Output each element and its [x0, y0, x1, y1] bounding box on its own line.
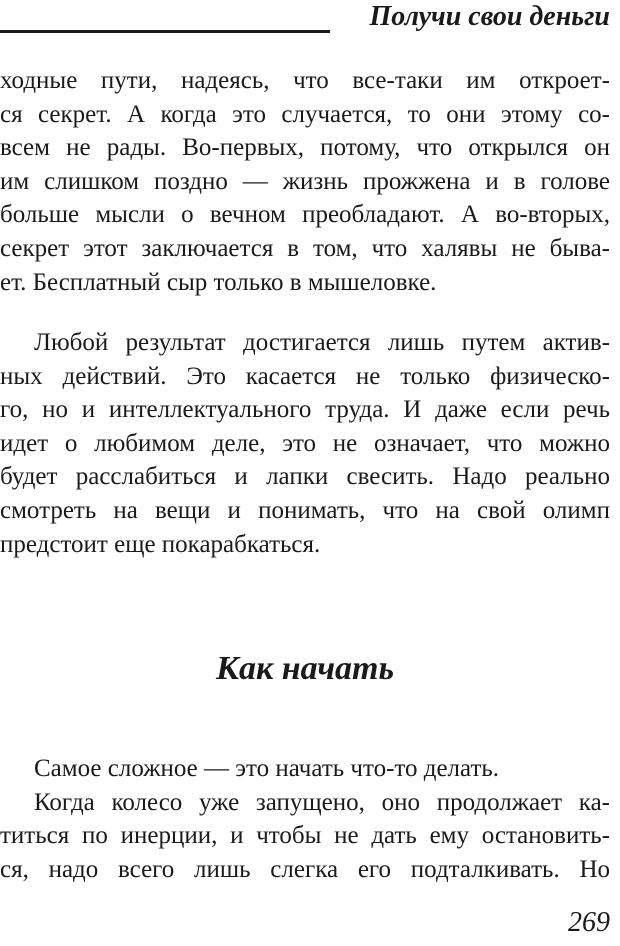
paragraph-line: ет. Бесплатный сыр только в мышеловке. [0, 268, 437, 296]
paragraph-line: Любой результат достигается лишь путем актив- [34, 329, 610, 356]
paragraph-line: идет о любимом деле, это не означает, что можно [0, 429, 610, 457]
paragraph-line: титься по инерции, и чтобы не дать ему остановить- [0, 822, 610, 850]
paragraph-2 [0, 326, 610, 561]
paragraph-line: ся секрет. А когда это случается, то они этому со- [0, 100, 610, 128]
paragraph-line: смотреть на вещи и понимать, что на свой олимп [0, 496, 610, 524]
running-head: Получи свои деньги [369, 1, 610, 32]
page-number: 269 [568, 907, 610, 938]
paragraph-line: им слишком поздно — жизнь прожжена и в голове [0, 167, 610, 195]
paragraph-line: секрет этот заключается в том, что халявы не быва- [0, 234, 610, 262]
paragraph-line: ходные пути, надеясь, что все-таки им откроет- [0, 67, 610, 94]
paragraph-line: Когда колесо уже запущено, оно продолжает ка- [34, 788, 610, 816]
paragraph-line: больше мысли о вечном преобладают. А во-вторых, [0, 201, 610, 229]
header-rule [0, 30, 330, 33]
paragraph-3 [0, 752, 610, 886]
paragraph-1 [0, 64, 610, 299]
section-title: Как начать [215, 650, 395, 687]
paragraph-line: Самое сложное — это начать что-то делать. [34, 755, 500, 782]
paragraph-line: ся, надо всего лишь слегка его подталкивать. Но [0, 855, 610, 883]
paragraph-line: предстоит еще покарабкаться. [0, 530, 321, 558]
paragraph-line: будет расслабиться и лапки свесить. Надо реально [0, 463, 610, 491]
paragraph-line: го, но и интеллектуального труда. И даже если речь [0, 396, 610, 424]
paragraph-line: всем не рады. Во-первых, потому, что открылся он [0, 134, 610, 162]
paragraph-line: ных действий. Это касается не только физическо- [0, 362, 610, 390]
